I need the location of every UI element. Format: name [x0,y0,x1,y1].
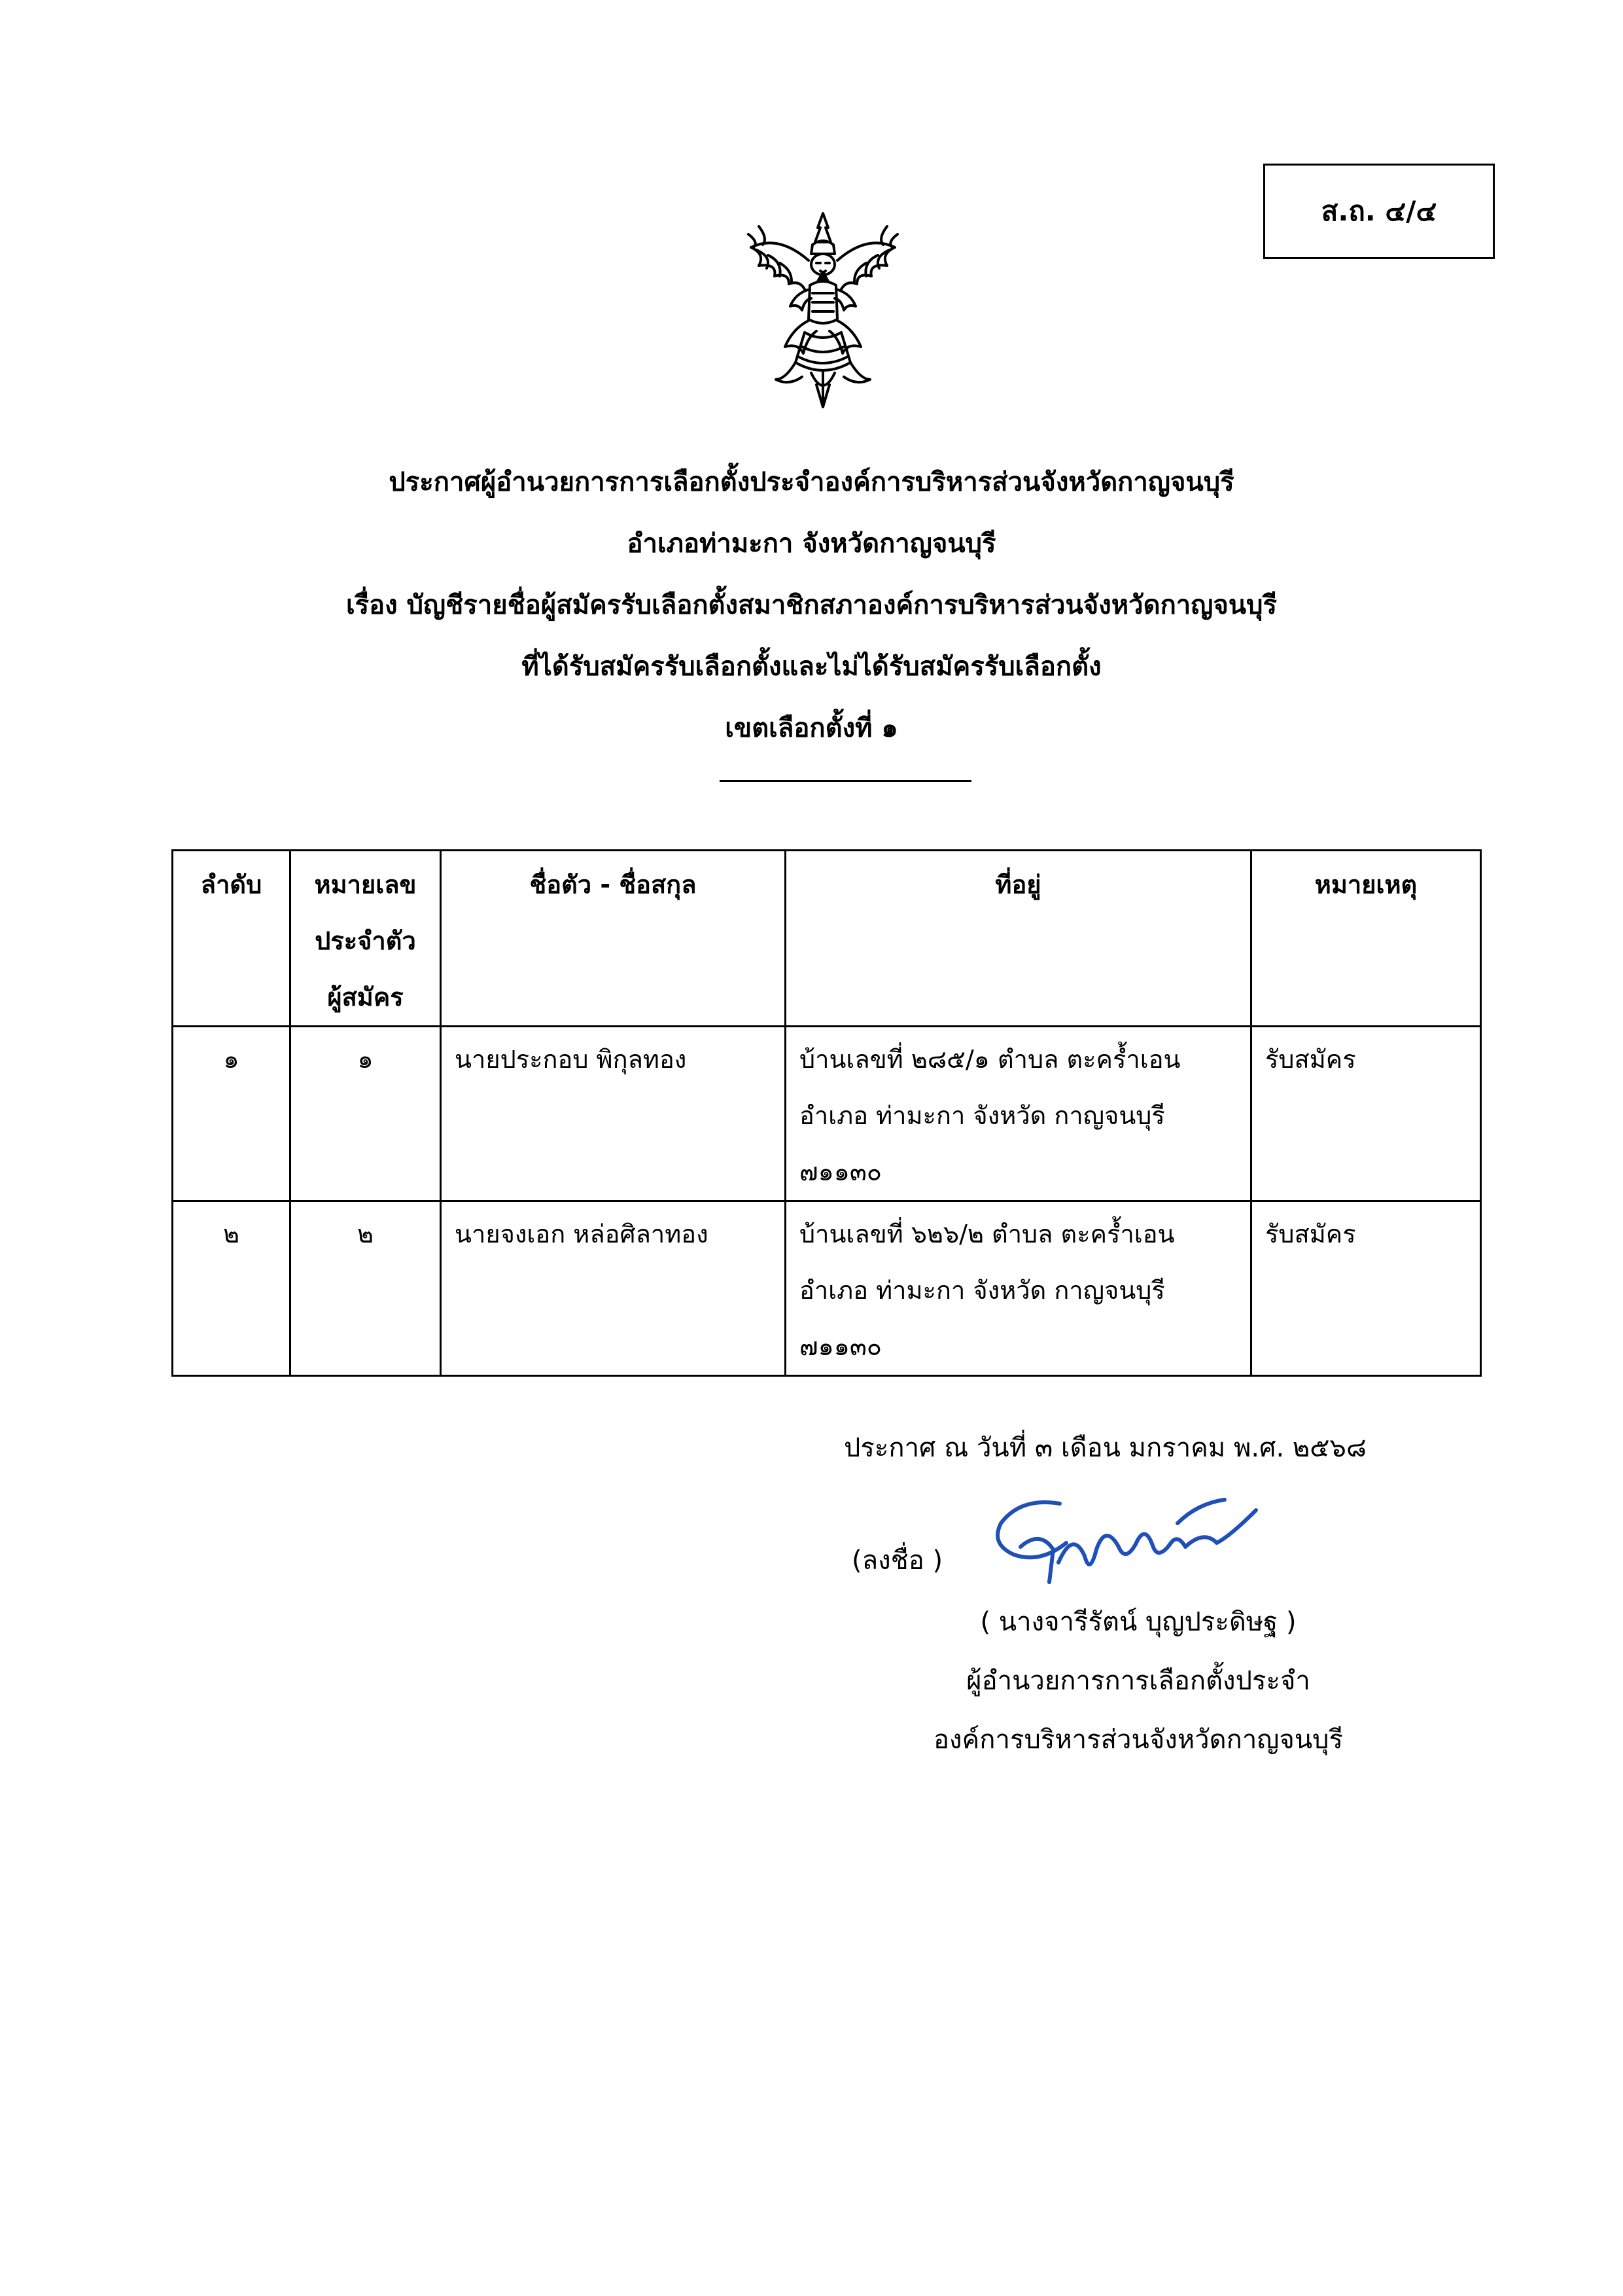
announcement-date: ประกาศ ณ วันที่ ๓ เดือน มกราคม พ.ศ. ๒๕๖๘ [844,1433,1367,1463]
candidate-table [171,849,1482,1377]
table-header-row [173,851,1481,1027]
row-address: บ้านเลขที่ ๒๘๕/๑ ตำบล ตะคร้ำเอน อำเภอ ท่ามะกา จังหวัด กาญจนบุรี ๗๑๑๓๐ [786,1027,1251,1201]
signer-position-1: ผู้อำนวยการการเลือกตั้งประจำ [966,1666,1310,1696]
form-code: ส.ถ. ๔/๔ [1321,195,1437,227]
header-address: ที่อยู่ [786,851,1251,1027]
title-line-4: ที่ได้รับสมัครรับเลือกตั้งและไม่ได้รับสมัครรับเลือกตั้ง [521,652,1102,682]
row-candidate-no: ๑ [290,1027,441,1201]
title-line-5: เขตเลือกตั้งที่ ๑ [725,713,898,743]
header-remark: หมายเหตุ [1251,851,1481,1027]
row-remark: รับสมัคร [1251,1201,1481,1376]
row-candidate-no: ๒ [290,1201,441,1376]
header-name: ชื่อตัว - ชื่อสกุล [441,851,786,1027]
table-row [173,1201,1481,1376]
sign-label: (ลงชื่อ ) [852,1545,943,1576]
announcement-title [0,451,1623,759]
candidate-table-wrap [171,849,1482,1377]
garuda-emblem-icon [739,208,907,417]
row-name: นายจงเอก หล่อศิลาทอง [441,1201,786,1376]
row-order: ๒ [173,1201,290,1376]
title-line-3: เรื่อง บัญชีรายชื่อผู้สมัครรับเลือกตั้งสมาชิกสภาองค์การบริหารส่วนจังหวัดกาญจนบุรี [345,590,1277,620]
signer-position-2: องค์การบริหารส่วนจังหวัดกาญจนบุรี [933,1725,1344,1755]
table-row [173,1027,1481,1201]
row-name: นายประกอบ พิกุลทอง [441,1027,786,1201]
signature-image [981,1484,1276,1595]
row-remark: รับสมัคร [1251,1027,1481,1201]
title-divider [720,780,971,782]
header-candidate-no: หมายเลข ประจำตัว ผู้สมัคร [290,851,441,1027]
header-order: ลำดับ [173,851,290,1027]
signer-name: ( นางจารีรัตน์ บุญประดิษฐ ) [980,1607,1297,1637]
title-line-1: ประกาศผู้อำนวยการการเลือกตั้งประจำองค์การบริหารส่วนจังหวัดกาญจนบุรี [389,467,1234,497]
row-order: ๑ [173,1027,290,1201]
form-code-box [1263,164,1495,259]
title-line-2: อำเภอท่ามะกา จังหวัดกาญจนบุรี [627,529,996,559]
row-address: บ้านเลขที่ ๖๒๖/๒ ตำบล ตะคร้ำเอน อำเภอ ท่ามะกา จังหวัด กาญจนบุรี ๗๑๑๓๐ [786,1201,1251,1376]
